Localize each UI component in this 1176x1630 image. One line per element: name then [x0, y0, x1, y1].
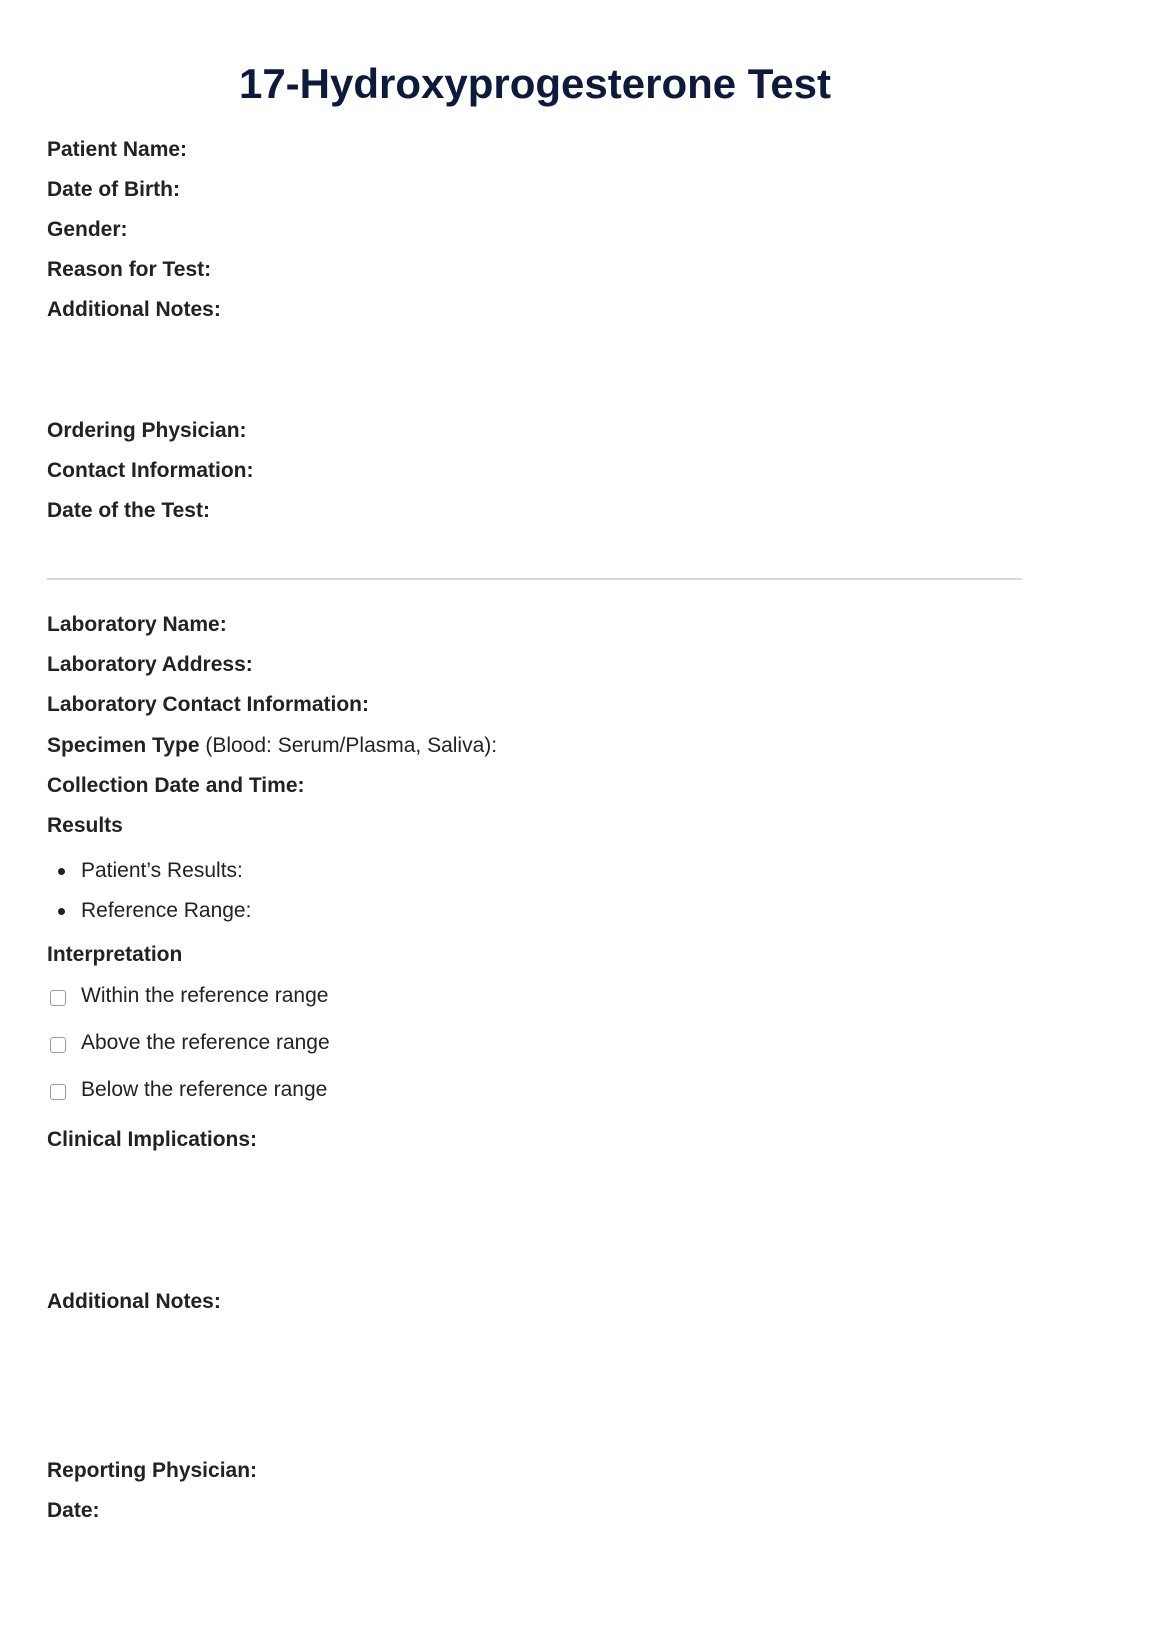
- checkbox-label-above-range: Above the reference range: [81, 1031, 330, 1054]
- checkbox-below-range[interactable]: [50, 1084, 66, 1100]
- results-heading: Results: [47, 814, 123, 837]
- reporting-physician-label: Reporting Physician:: [47, 1459, 258, 1482]
- reason-for-test-label: Reason for Test:: [47, 258, 212, 281]
- specimen-type-label: Specimen Type: [47, 734, 200, 757]
- document-title: 17-Hydroxyprogesterone Test: [238, 60, 832, 107]
- checkbox-label-within-range: Within the reference range: [81, 984, 329, 1007]
- specimen-type-row: [47, 733, 497, 759]
- patient-name-label: Patient Name:: [47, 138, 188, 161]
- additional-notes-label: Additional Notes:: [47, 298, 221, 321]
- additional-notes-label-2: Additional Notes:: [47, 1290, 221, 1313]
- date-of-test-label: Date of the Test:: [47, 499, 210, 522]
- collection-date-label: Collection Date and Time:: [47, 774, 305, 797]
- checkbox-label-below-range: Below the reference range: [81, 1078, 328, 1101]
- laboratory-address-label: Laboratory Address:: [47, 653, 253, 676]
- laboratory-contact-label: Laboratory Contact Information:: [47, 693, 370, 716]
- checkbox-above-range[interactable]: [50, 1037, 66, 1053]
- bullet-icon: [58, 908, 65, 915]
- date-of-birth-label: Date of Birth:: [47, 178, 180, 201]
- ordering-physician-label: Ordering Physician:: [47, 419, 247, 442]
- laboratory-name-label: Laboratory Name:: [47, 613, 227, 636]
- results-item-patient: Patient’s Results:: [81, 859, 243, 882]
- results-item-reference: Reference Range:: [81, 899, 252, 922]
- interpretation-heading: Interpretation: [47, 943, 183, 966]
- checkbox-within-range[interactable]: [50, 990, 66, 1006]
- bullet-icon: [58, 868, 65, 875]
- clinical-implications-label: Clinical Implications:: [47, 1128, 258, 1151]
- date-label: Date:: [47, 1499, 100, 1522]
- gender-label: Gender:: [47, 218, 128, 241]
- specimen-type-options: (Blood: Serum/Plasma, Saliva):: [199, 734, 498, 757]
- section-divider: [47, 578, 1022, 580]
- contact-information-label: Contact Information:: [47, 459, 254, 482]
